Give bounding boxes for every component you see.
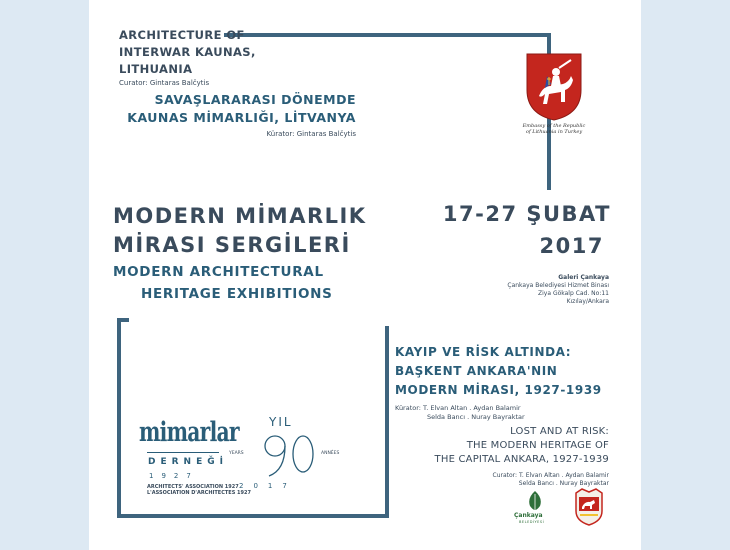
main-title-tr bbox=[113, 202, 367, 260]
ankara-title-tr bbox=[395, 343, 602, 400]
ankara-curators-en-line: Curator: T. Elvan Altan . Aydan Balamir bbox=[492, 472, 609, 479]
ankara-title-en bbox=[435, 425, 609, 467]
lithuania-title-tr-line: SAVAŞLARARASI DÖNEMDE bbox=[154, 92, 356, 107]
lithuania-curator-en: Curator: Gintaras Balčytis bbox=[119, 79, 210, 87]
ankara-curators-en bbox=[493, 472, 610, 488]
cankaya-leaf-icon bbox=[526, 490, 544, 512]
ankara-curators-tr-line: Kürator: T. Elvan Altan . Aydan Balamir bbox=[395, 404, 521, 412]
frame-rule-right-vertical bbox=[385, 326, 389, 516]
ankara-curators-en-line: Selda Bancı . Nuray Bayraktar bbox=[518, 480, 609, 487]
venue-info bbox=[507, 274, 609, 306]
lithuania-title-tr-line: KAUNAS MİMARLIĞI, LİTVANYA bbox=[127, 110, 356, 125]
venue-address-line: Kızılay/Ankara bbox=[566, 298, 609, 305]
anniversary-years-label: YEARS bbox=[229, 451, 244, 456]
lithuania-title-en-line: LITHUANIA bbox=[119, 62, 193, 76]
venue-name: Galeri Çankaya bbox=[558, 274, 609, 281]
mimarlar-logo-word: mimarlar bbox=[139, 417, 239, 448]
exhibition-poster bbox=[89, 0, 641, 550]
main-title-tr-line: MODERN MİMARLIK bbox=[113, 204, 367, 228]
main-title-en-line1: MODERN ARCHITECTURAL bbox=[113, 264, 324, 280]
exhibition-dates: 17-27 ŞUBAT bbox=[442, 202, 611, 226]
lithuania-title-en bbox=[119, 27, 256, 78]
mimarlar-logo-assoc-fr: L'ASSOCIATION D'ARCHITECTES 1927 bbox=[147, 490, 251, 496]
cankaya-logo-sub: BELEDİYESİ bbox=[519, 520, 545, 524]
frame-rule-middle-short bbox=[117, 318, 129, 322]
anniversary-annees-label: ANNÉES bbox=[321, 451, 340, 456]
lithuania-coat-of-arms-icon bbox=[525, 52, 583, 122]
venue-address-line: Çankaya Belediyesi Hizmet Binası bbox=[507, 282, 609, 289]
frame-rule-bottom bbox=[117, 514, 389, 518]
frame-rule-top bbox=[224, 33, 547, 37]
ankara-title-tr-line: KAYIP VE RİSK ALTINDA: bbox=[395, 345, 572, 359]
embassy-caption-line: Embassy of the Republic bbox=[522, 123, 586, 129]
lithuania-title-en-line: INTERWAR KAUNAS, bbox=[119, 45, 256, 59]
embassy-caption-line: of Lithuania in Turkey bbox=[525, 129, 583, 135]
ankara-title-en-line: THE MODERN HERITAGE OF bbox=[466, 440, 609, 451]
cankaya-logo-label: Çankaya bbox=[514, 512, 543, 519]
frame-rule-left-vertical bbox=[117, 318, 121, 518]
anniversary-year: 2017 bbox=[239, 482, 297, 490]
mimarlar-logo-assoc-en: ARCHITECTS' ASSOCIATION 1927 bbox=[147, 484, 239, 490]
ninety-years-emblem-icon bbox=[259, 430, 319, 480]
ankara-curators-tr-line: Selda Bancı . Nuray Bayraktar bbox=[427, 413, 525, 421]
mimarlar-logo-year: 1927 bbox=[149, 472, 199, 480]
ankara-title-tr-line: BAŞKENT ANKARA'NIN bbox=[395, 364, 558, 378]
lithuania-title-tr bbox=[127, 91, 356, 127]
lithuania-curator-tr: Kürator: Gintaras Balčytis bbox=[266, 130, 356, 138]
anniversary-yil: YIL bbox=[269, 415, 293, 429]
ankara-title-tr-line: MODERN MİRASI, 1927-1939 bbox=[395, 383, 602, 397]
main-title-tr-line: MİRASI SERGİLERİ bbox=[113, 233, 351, 257]
mimarlar-logo-underline bbox=[147, 452, 219, 453]
ankara-title-en-line: THE CAPITAL ANKARA, 1927-1939 bbox=[434, 454, 609, 465]
exhibition-year: 2017 bbox=[539, 234, 604, 258]
ankara-curators-tr bbox=[395, 404, 525, 422]
ankara-title-en-line: LOST AND AT RISK: bbox=[510, 426, 609, 437]
mimarlar-logo-dernegi: DERNEĞİ bbox=[148, 457, 228, 467]
venue-address-line: Ziya Gökalp Cad. No:11 bbox=[538, 290, 609, 297]
main-title-en-line2: HERITAGE EXHIBITIONS bbox=[141, 286, 333, 302]
ankara-municipality-emblem-icon bbox=[572, 487, 606, 527]
embassy-caption bbox=[514, 123, 594, 135]
lithuania-title-en-line: ARCHITECTURE OF bbox=[119, 28, 245, 42]
